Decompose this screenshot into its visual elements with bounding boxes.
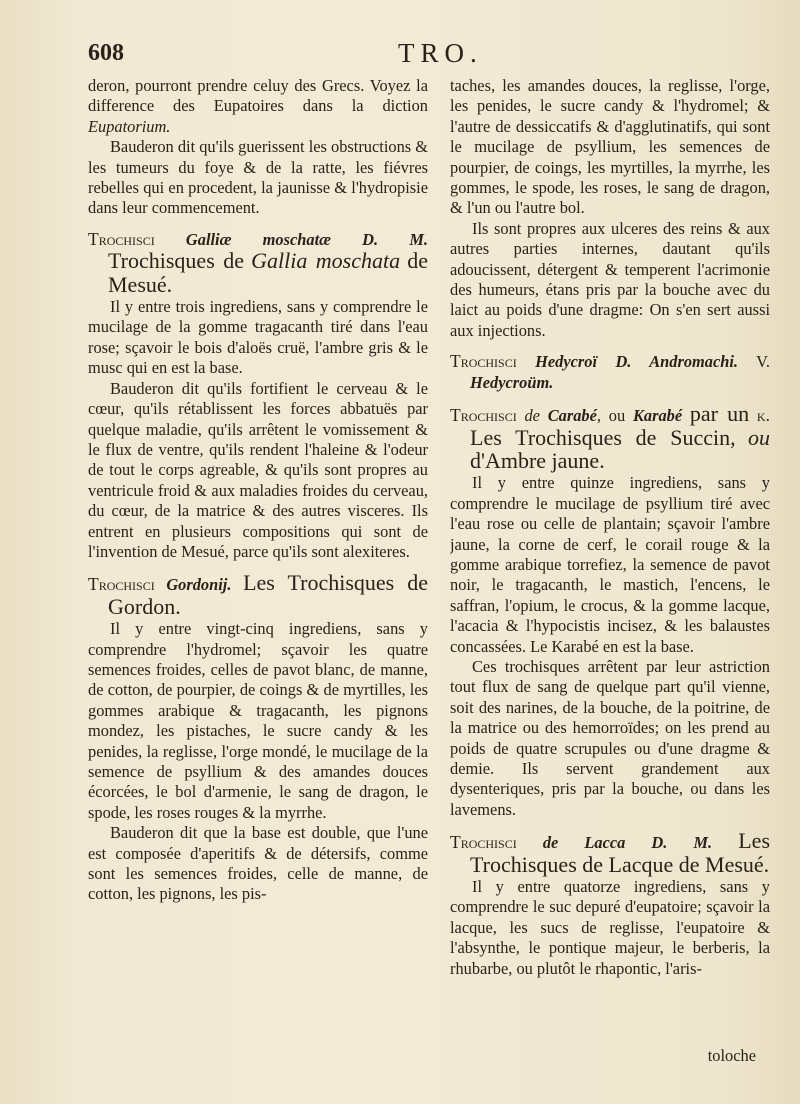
page-header (88, 40, 740, 72)
paragraph: Il y entre quatorze ingrediens, sans y comprendre le suc depuré d'eupatoire; sçavoir la lacque, les sucs de reglisse, l'eupatoire & l'absynthe, le pontique majeur, le berberis, la rhubarbe, ou plutôt le rhapontic, l'aris- (450, 877, 770, 978)
page-number: 608 (88, 40, 124, 66)
right-column (450, 76, 770, 1044)
paragraph: Il y entre trois ingrediens, sans y comprendre le mucilage de la gomme tragacanth tiré dans l'eau rose; sçavoir le bois d'aloës cruë, l'ambre gris & le musc qui en est la base. (88, 297, 428, 378)
paragraph: Il y entre vingt-cinq ingrediens, sans y comprendre l'hydromel; sçavoir les quatre semences froides, celles de pavot blanc, de manne, de cotton, de pourpier, de coings & de myrtilles, les gommes arabique & tragacanth, les pignons mondez, les pistaches, le sucre candy & les penides, la reglisse, l'orge mondé, le mucilage de la semence de psyllium & des amandes douces écorcées, le bol d'armenie, le sang de dragon, le spode, les roses rouges & la myrrhe. (88, 619, 428, 822)
paragraph: Bauderon dit que la base est double, que l'une est composée d'aperitifs & de détersifs, comme sont les semences froides, celle de manne, de cotton, les pignons, les pis- (88, 823, 428, 904)
entry-heading: Trochisci Galliæ moschatæ D. M. Trochisques de Gallia moschata de Mesué. (88, 228, 428, 297)
running-head: TRO. (398, 38, 483, 68)
entry-heading: Trochisci de Carabé, ou Karabé par un k. Les Trochisques de Succin, ou d'Ambre jaune. (450, 401, 770, 473)
entry-heading: Trochisci Gordonij. Les Trochisques de Gordon. (88, 570, 428, 619)
catchword: toloche (707, 1046, 756, 1065)
paragraph: Il y entre quinze ingrediens, sans y comprendre le mucilage de psyllium tiré avec l'eau rose ou celle de plantain; sçavoir l'ambre jaune, la corne de cerf, le corail rouge & la gomme arabique torrefiez, la semence de pavot noir, le tragacanth, le mastich, l'encens, le saffran, l'opium, le crocus, & la gomme lacque, l'acacia & l'hypocistis incisez, & les balaustes concassées. Le Karabé en est la base. (450, 473, 770, 656)
paragraph: Ces trochisques arrêtent par leur astriction tout flux de sang de quelque part qu'il vienne, soit des narines, de la bouche, de la poitrine, de la matrice ou des hemorroïdes; on les prend au poids de quatre scrupules ou d'une dragme & demie. Ils servent grandement aux dysenteriques, pris par la bouche, ou dans les lavemens. (450, 656, 770, 819)
paragraph: deron, pourront prendre celuy des Grecs. Voyez la difference des Eupatoires dans la diction Eupatorium. (88, 76, 428, 136)
entry-heading: Trochisci de Lacca D. M. Les Trochisques de Lacque de Mesué. (450, 828, 770, 877)
paragraph: Bauderon dit qu'ils fortifient le cerveau & le cœur, qu'ils rétablissent les forces abbatuës par quelque maladie, qu'ils arrêtent le vomissement & le flux de ventre, qu'ils rendent l'haleine & l'odeur de tout le corps agreable, & qu'ils sont propres au ventricule froid & aux maladies froides du cerveau, du cœur, de la matrice & des autres visceres. Ils entrent en plusieurs compositions qui sont de l'invention de Mesué, parce qu'ils sont alexiteres. (88, 378, 428, 561)
paragraph: taches, les amandes douces, la reglisse, l'orge, les penides, le sucre candy & l'hydromel; & l'autre de dessiccatifs & d'agglutinatifs, qui sont le mucilage de psyllium, les semences de pourpier, de coings, les myrtilles, la myrrhe, les gommes, le spode, les roses, le sang de dragon, & l'un ou l'autre bol. (450, 76, 770, 218)
entry-heading: Trochisci Hedycroï D. Andromachi. V. Hedycroüm. (450, 351, 770, 392)
left-column (88, 76, 428, 1044)
paragraph: Bauderon dit qu'ils guerissent les obstructions & les tumeurs du foye & de la ratte, les fiévres rebelles qui en procedent, la jaunisse & l'hydropisie dans leur commencement. (88, 137, 428, 218)
paragraph: Ils sont propres aux ulceres des reins & aux autres parties internes, dautant qu'ils adoucissent, détergent & temperent l'acrimonie des humeurs, étans pris par la bouche avec du laict au poids d'une dragme: On s'en sert aussi aux injections. (450, 218, 770, 340)
